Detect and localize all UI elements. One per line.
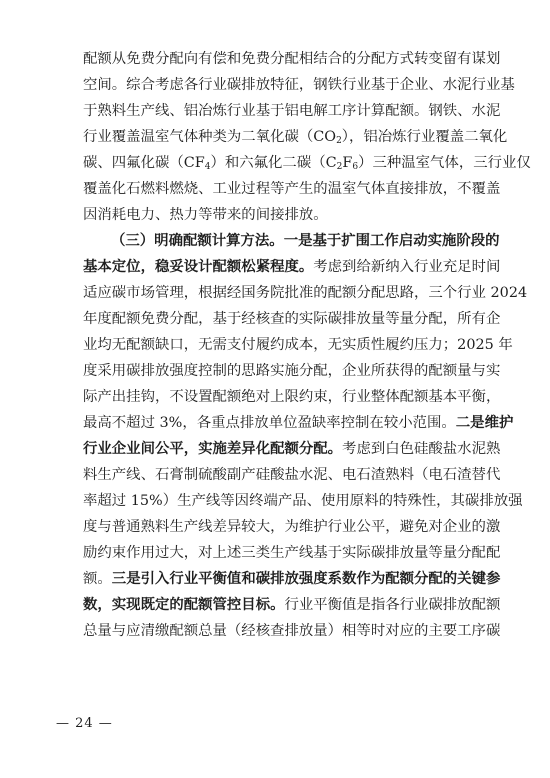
- paragraph-line: 度与普通熟料生产线差异较大，为维护行业公平，避免对企业的激: [83, 519, 501, 535]
- paragraph-line: 适应碳市场管理，根据经国务院批准的配额分配思路，三个行业 2024: [83, 285, 528, 301]
- paragraph-line: 料生产线、石膏制硫酸副产硅酸盐水泥、电石渣熟料（电石渣替代: [83, 467, 501, 483]
- section-heading-line: （三）明确配额计算方法。一是基于扩围工作启动实施阶段的: [111, 232, 500, 249]
- paragraph-line: 最高不超过 3%，各重点排放单位盈缺率控制在较小范围。二是维护: [83, 414, 514, 431]
- paragraph-line: 碳、四氟化碳$(CF_4)$和六氟化二碳$(C_2F_6)$三种温室气体，三行业仅: [83, 155, 531, 172]
- paragraph-line: 率超过 15%）生产线等因终端产品、使用原料的特殊性，其碳排放强: [83, 493, 523, 509]
- paragraph-line: 于熟料生产线、铝冶炼行业基于铝电解工序计算配额。钢铁、水泥: [83, 103, 501, 119]
- body-text: [83, 46, 531, 644]
- paragraph-line: 年度配额免费分配，基于经核查的实际碳排放量等量分配，所有企: [83, 311, 501, 327]
- paragraph-line: 空间。综合考虑各行业碳排放特征，钢铁行业基于企业、水泥行业基: [83, 77, 515, 93]
- paragraph-line: 数，实现既定的配额管控目标。行业平衡值是指各行业碳排放配额: [83, 596, 501, 613]
- paragraph-line: 行业企业间公平，实施差异化配额分配。考虑到白色硅酸盐水泥熟: [83, 440, 501, 457]
- paragraph-line: 业均无配额缺口，无需支付履约成本，无实质性履约压力；2025 年: [83, 337, 513, 353]
- page-number: — 24 —: [56, 716, 113, 731]
- paragraph-line: 行业覆盖温室气体种类为二氧化碳$(CO_2)$，铝冶炼行业覆盖二氧化: [83, 129, 508, 146]
- paragraph-line: 额。三是引入行业平衡值和碳排放强度系数作为配额分配的关键参: [83, 570, 501, 587]
- paragraph-line: 励约束作用过大，对上述三类生产线基于实际碳排放量等量分配配: [83, 545, 501, 561]
- paragraph-line: 度采用碳排放强度控制的思路实施分配，企业所获得的配额量与实: [83, 363, 501, 379]
- paragraph-line: 因消耗电力、热力等带来的间接排放。: [83, 207, 328, 223]
- paragraph-line: 际产出挂钩，不设置配额绝对上限约束，行业整体配额基本平衡，: [83, 389, 501, 405]
- paragraph-line: 覆盖化石燃料燃烧、工业过程等产生的温室气体直接排放，不覆盖: [83, 181, 501, 197]
- paragraph-line: 总量与应清缴配额总量（经核查排放量）相等时对应的主要工序碳: [83, 623, 501, 639]
- paragraph-line: 基本定位，稳妥设计配额松紧程度。考虑到给新纳入行业充足时间: [83, 258, 501, 275]
- paragraph-line: 配额从免费分配向有偿和免费分配相结合的分配方式转变留有谋划: [83, 51, 501, 67]
